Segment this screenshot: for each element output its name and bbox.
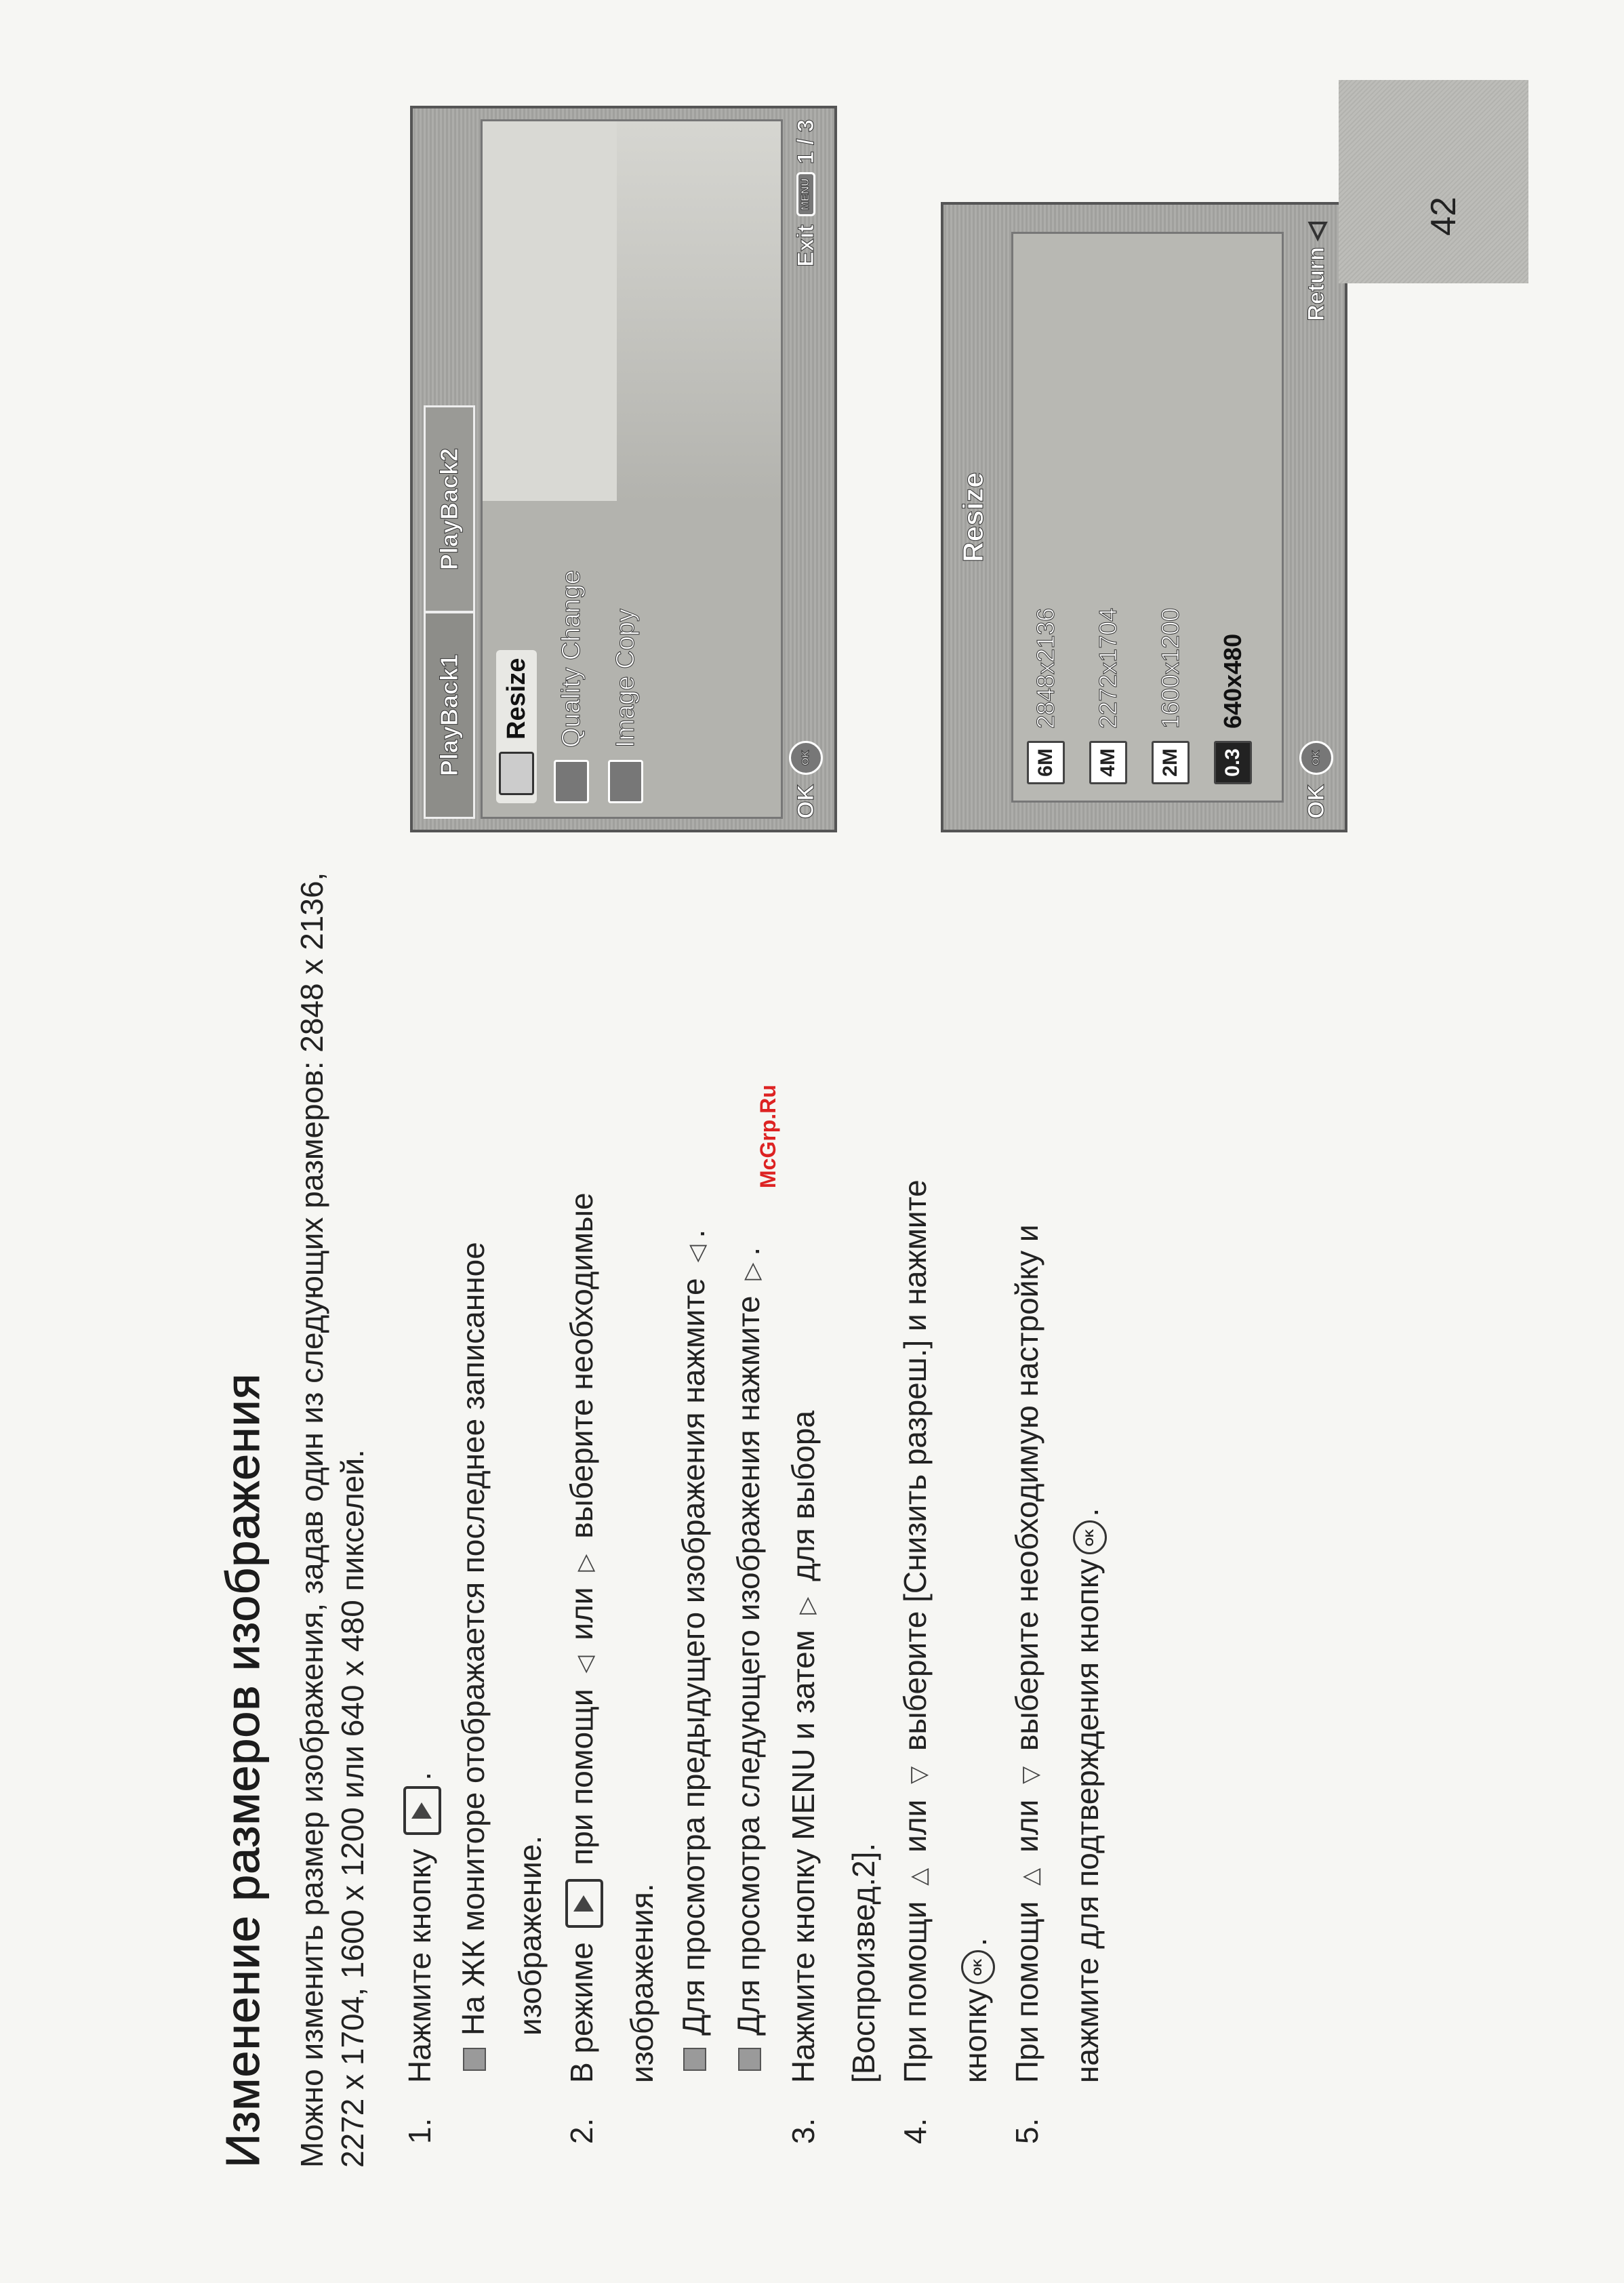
play-button-icon: [403, 1786, 441, 1835]
tab-playback2: PlayBack2: [424, 405, 475, 613]
size-badge-icon: 4M: [1089, 741, 1127, 784]
step-text-line2: нажмите для подтверждения кнопку: [1069, 1558, 1105, 2083]
resize-option-label: 1600x1200: [1156, 607, 1184, 729]
menu-item-label: Resize: [502, 658, 531, 740]
step-end: .: [1069, 1508, 1105, 1517]
tab-playback1: PlayBack1: [424, 611, 475, 819]
right-arrow-icon: ▷: [793, 1596, 819, 1615]
resize-title: Resize: [957, 472, 989, 563]
left-arrow-icon: ◁: [1303, 222, 1329, 241]
step-text: выберите необходимые: [563, 1192, 599, 1539]
step-text: или: [897, 1799, 933, 1853]
note-text-line2: изображение.: [512, 1835, 548, 2036]
step-text: При помощи: [1009, 1901, 1044, 2083]
copy-icon: [608, 760, 643, 803]
camera-screen-playback-menu: [410, 106, 837, 832]
menu-item-resize: [496, 650, 537, 803]
step-text: или: [563, 1587, 599, 1640]
step-text: При помощи: [897, 1901, 933, 2083]
step-text-line2: [Воспроизвед.2].: [845, 1842, 881, 2083]
step-text: Нажмите кнопку: [402, 1848, 437, 2083]
resize-option: [1027, 608, 1065, 784]
ok-label: OK: [792, 784, 819, 819]
menu-item-image-copy: [608, 609, 643, 803]
step-2-note-a: Для просмотра предыдущего изображения нажмите ◁.: [674, 517, 716, 2144]
left-arrow-icon: ◁: [683, 1245, 710, 1263]
step-text: В режиме: [563, 1942, 599, 2083]
step-text-line2: кнопку: [957, 1988, 993, 2083]
resize-options: [1011, 232, 1284, 803]
menu-item-label: Quality Change: [556, 570, 586, 748]
menu-item-label: Image Copy: [611, 609, 640, 748]
background-photo: [483, 121, 781, 501]
step-number: 3.: [785, 2118, 821, 2144]
step-number: 2.: [563, 2118, 599, 2144]
right-arrow-icon: ▷: [738, 1262, 765, 1280]
step-end: .: [402, 1771, 437, 1781]
size-badge-icon: 2M: [1152, 741, 1190, 784]
screen-bottom-bar: [1296, 216, 1337, 819]
left-arrow-icon: ◁: [571, 1655, 598, 1674]
resize-option: [1089, 608, 1127, 784]
page-number: 42: [1424, 197, 1463, 236]
down-arrow-icon: ▽: [905, 1766, 931, 1784]
note-bullet-icon: [463, 2048, 486, 2071]
step-number: 1.: [402, 2118, 437, 2144]
note-text: На ЖК мониторе отображается последнее записанное: [455, 1242, 491, 2036]
size-badge-icon: 6M: [1027, 741, 1065, 784]
ok-button-icon: OK: [1073, 1521, 1107, 1555]
ok-button-icon: OK: [961, 1950, 995, 1984]
play-button-icon: [565, 1879, 603, 1928]
resize-option-selected: [1214, 634, 1252, 784]
step-text: или: [1009, 1799, 1044, 1853]
step-text: при помощи: [563, 1689, 599, 1865]
return-label: Return: [1303, 247, 1329, 321]
resize-option-label: 2272x1704: [1094, 607, 1122, 729]
down-arrow-icon: ▽: [1017, 1766, 1043, 1784]
note-bullet-icon: [738, 2048, 761, 2071]
right-arrow-icon: ▷: [571, 1554, 598, 1572]
exit-label: Exit: [792, 224, 819, 267]
playback-menu: [481, 119, 783, 819]
resize-option-label: 640x480: [1219, 633, 1246, 729]
page-indicator: 1 / 3: [792, 119, 819, 165]
page-number-box: [1339, 80, 1528, 283]
intro-paragraph: [291, 168, 373, 2168]
note-bullet-icon: [683, 2048, 706, 2071]
step-number: 5.: [1009, 2118, 1044, 2144]
screen-bottom-bar: [786, 119, 826, 819]
ok-button-icon: OK: [789, 741, 823, 775]
watermark: McGrp.Ru: [756, 1085, 780, 1188]
step-text: Нажмите кнопку MENU и затем: [785, 1630, 821, 2083]
quality-icon: [554, 760, 589, 803]
step-2-note-b: Для просмотра следующего изображения нажмите ▷.: [729, 517, 771, 2144]
menu-item-quality-change: [554, 570, 589, 803]
ok-label: OK: [1303, 784, 1329, 819]
resize-icon: [499, 752, 534, 795]
step-text: выберите необходимую настройку и: [1009, 1224, 1044, 1751]
up-arrow-icon: △: [1017, 1867, 1043, 1886]
step-text: для выбора: [785, 1410, 821, 1581]
menu-button-icon: MENU: [796, 172, 815, 216]
up-arrow-icon: △: [905, 1867, 931, 1886]
step-number: 4.: [897, 2118, 933, 2144]
resize-option: [1152, 608, 1190, 784]
size-badge-icon: 0.3: [1214, 741, 1252, 784]
step-text: выберите [Снизить разреш.] и нажмите: [897, 1179, 933, 1751]
note-text: Для просмотра следующего изображения нажмите: [730, 1295, 766, 2036]
ok-button-icon: OK: [1299, 741, 1333, 775]
note-text: Для просмотра предыдущего изображения нажмите: [675, 1278, 711, 2036]
camera-screen-resize: [941, 202, 1347, 832]
intro-line-2: 2272 x 1704, 1600 x 1200 или 640 x 480 пикселей.: [335, 1449, 370, 2168]
step-text-line2: изображения.: [624, 1883, 659, 2083]
step-end: .: [957, 1937, 993, 1947]
resize-option-label: 2848x2136: [1032, 607, 1059, 729]
intro-line-1: Можно изменить размер изображения, задав один из следующих размеров: 2848 x 2136,: [294, 872, 329, 2168]
page-title: Изменение размеров изображения: [216, 1373, 269, 2168]
